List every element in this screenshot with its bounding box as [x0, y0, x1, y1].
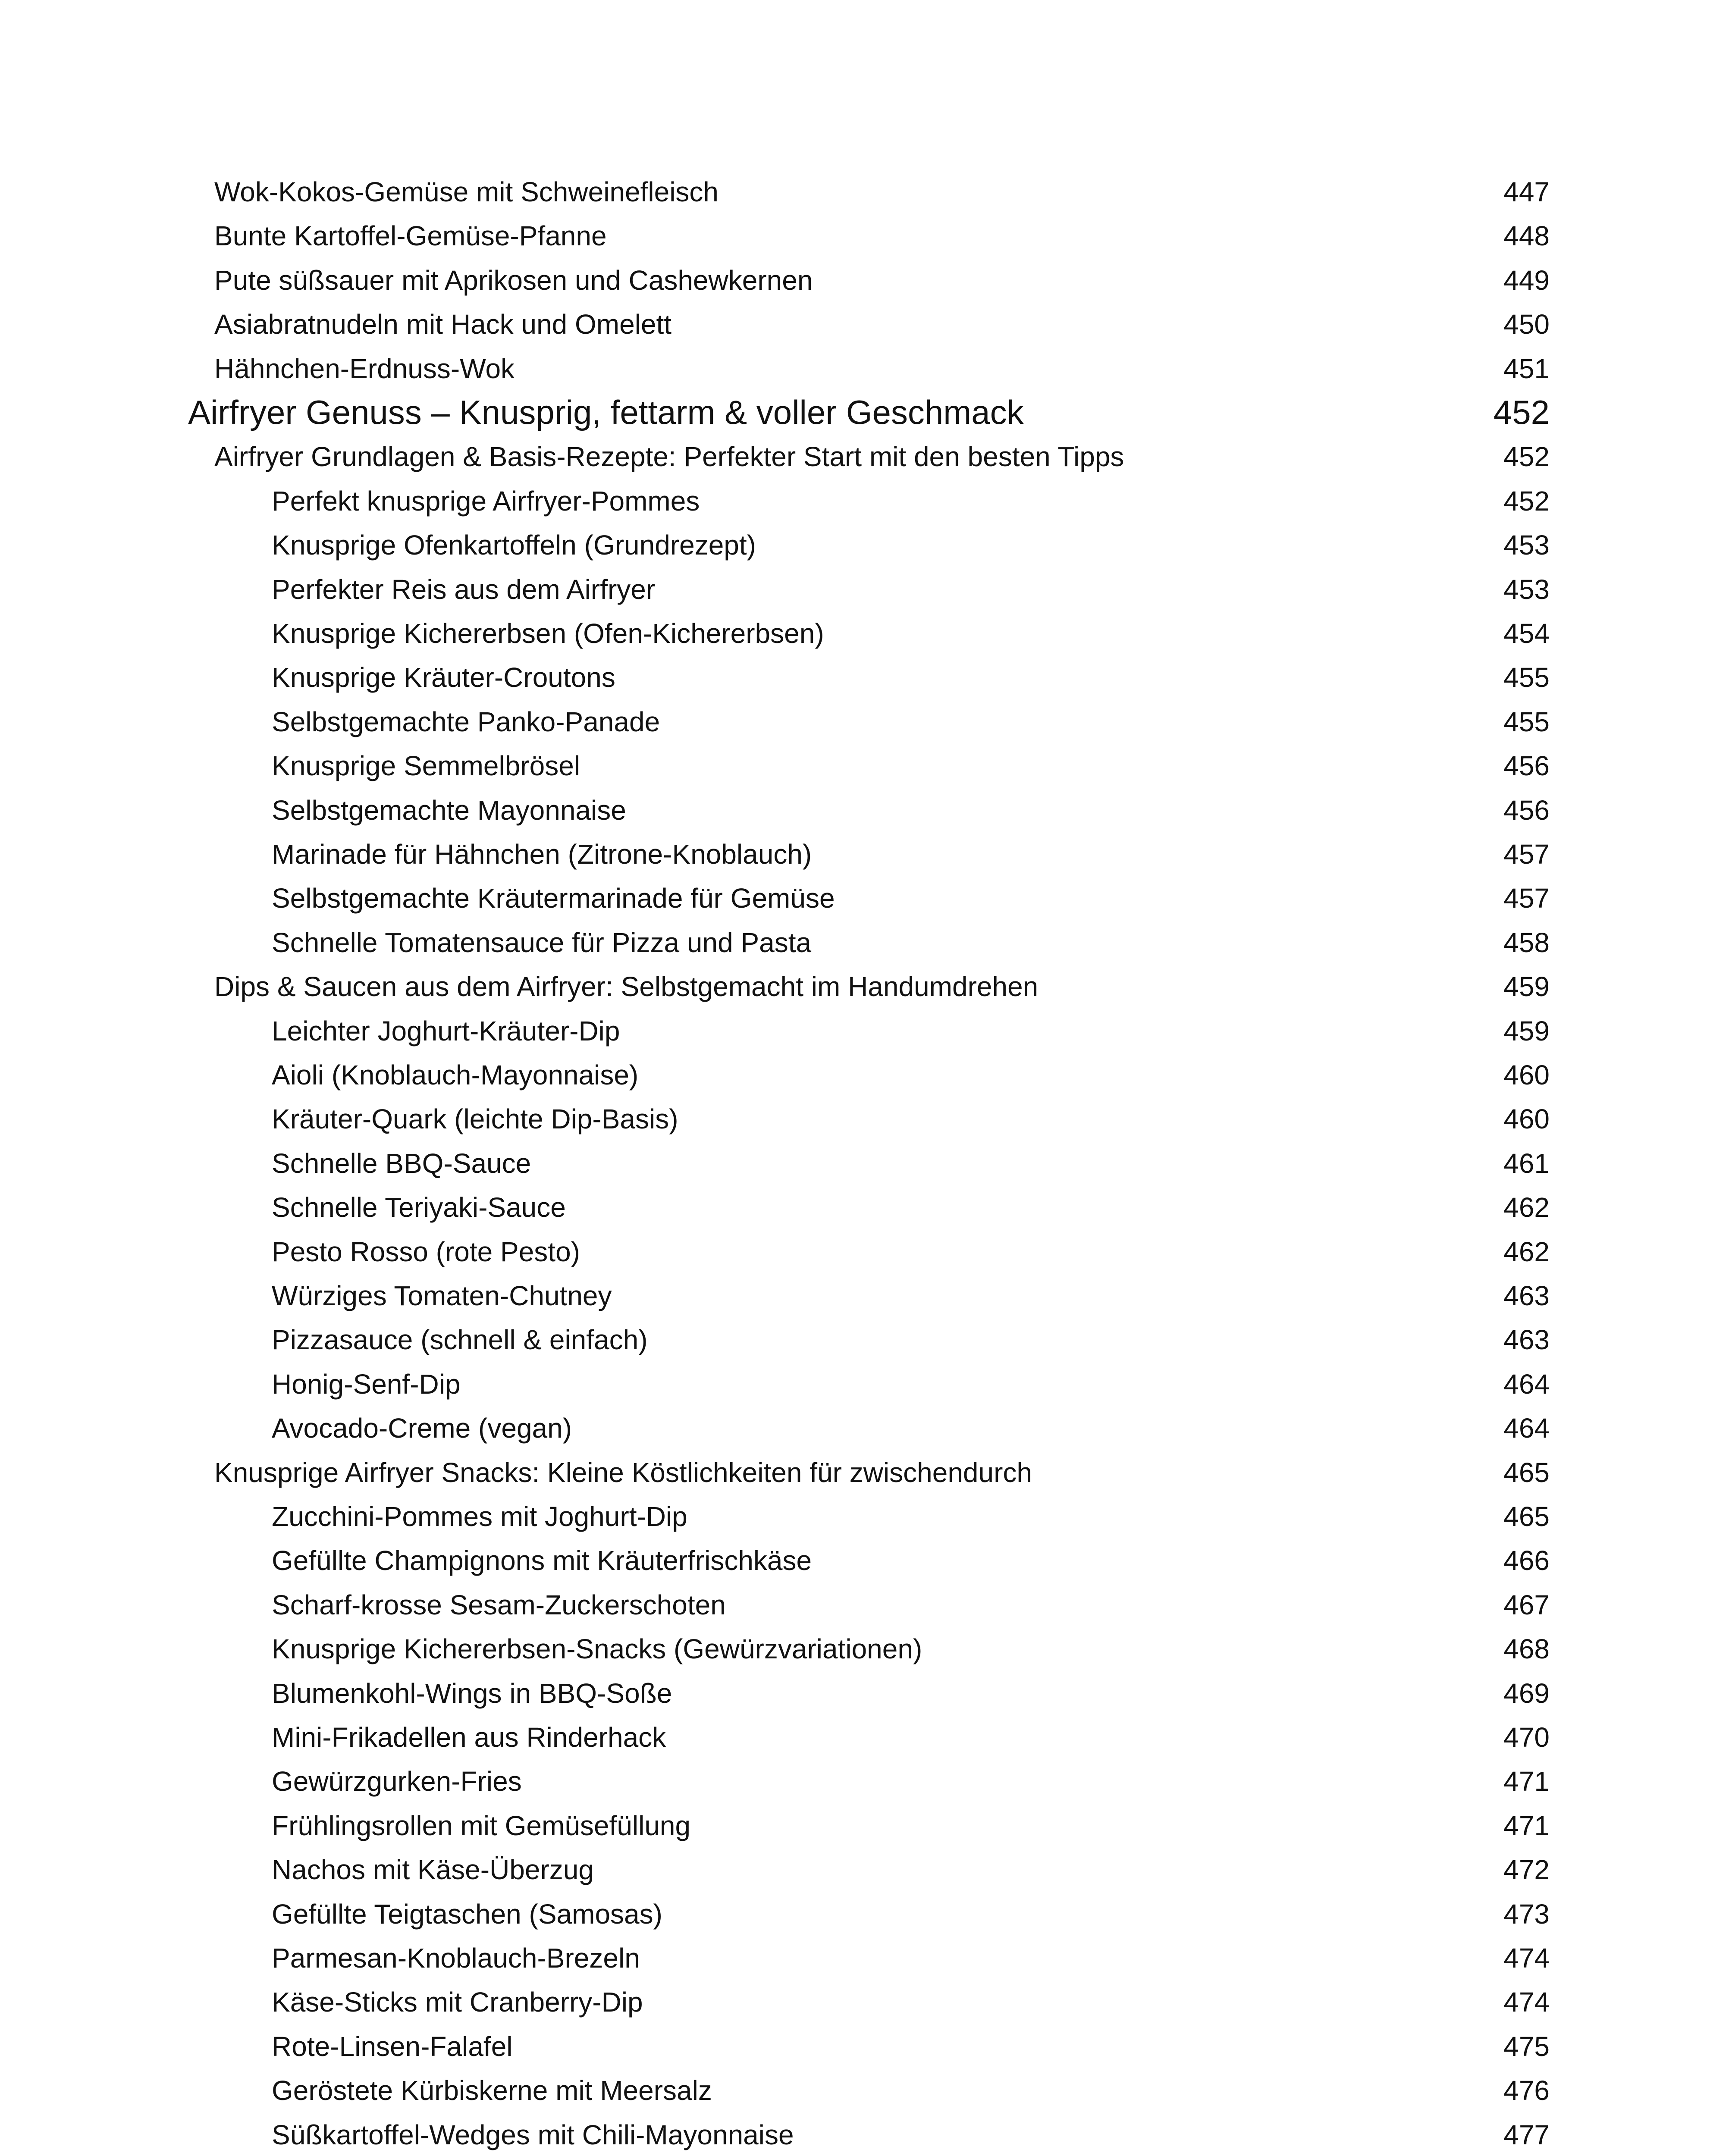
toc-entry-title: Perfekt knusprige Airfryer-Pommes	[272, 485, 700, 517]
toc-entry-page-number: 474	[1503, 1943, 1550, 1974]
toc-item	[0, 1326, 1732, 1369]
toc-entry-title: Avocado-Creme (vegan)	[272, 1413, 572, 1444]
toc-section	[0, 1459, 1732, 1502]
toc-item	[0, 1812, 1732, 1855]
toc-entry-page-number: 474	[1503, 1987, 1550, 2018]
toc-entry-page-number: 465	[1503, 1457, 1550, 1488]
toc-entry-title: Schnelle BBQ-Sauce	[272, 1147, 531, 1179]
toc-entry-title: Würziges Tomaten-Chutney	[272, 1280, 612, 1311]
toc-entry-page-number: 475	[1503, 2031, 1550, 2062]
toc-section	[0, 443, 1732, 486]
toc-entry-title: Nachos mit Käse-Überzug	[272, 1854, 594, 1886]
toc-entry-page-number: 452	[1503, 485, 1550, 517]
toc-entry-page-number: 466	[1503, 1545, 1550, 1576]
toc-entry-page-number: 458	[1503, 927, 1550, 958]
toc-entry-page-number: 462	[1503, 1192, 1550, 1223]
toc-entry-page-number: 455	[1503, 706, 1550, 737]
toc-item	[0, 531, 1732, 574]
toc-item	[0, 929, 1732, 972]
toc-item	[0, 1547, 1732, 1590]
toc-entry-title: Selbstgemachte Kräutermarinade für Gemüse	[272, 883, 835, 914]
toc-entry-title: Pute süßsauer mit Aprikosen und Cashewkernen	[214, 264, 813, 296]
toc-entry-page-number: 452	[1503, 441, 1550, 473]
toc-entry-page-number: 470	[1503, 1722, 1550, 1753]
toc-item	[0, 1105, 1732, 1148]
toc-entry-title: Knusprige Kräuter-Croutons	[272, 662, 615, 693]
toc-item	[0, 840, 1732, 884]
toc-entry-page-number: 464	[1503, 1413, 1550, 1444]
toc-entry-page-number: 460	[1503, 1059, 1550, 1091]
toc-item	[0, 884, 1732, 928]
toc-item	[0, 1282, 1732, 1325]
toc-entry-page-number: 476	[1503, 2075, 1550, 2106]
toc-entry-page-number: 453	[1503, 530, 1550, 561]
toc-item	[0, 620, 1732, 663]
toc-section	[0, 973, 1732, 1016]
toc-item	[0, 1194, 1732, 1237]
toc-entry-title: Aioli (Knoblauch-Mayonnaise)	[272, 1059, 639, 1091]
toc-entry-page-number: 471	[1503, 1810, 1550, 1841]
toc-entry-page-number: 453	[1503, 573, 1550, 605]
toc-entry-title: Schnelle Tomatensauce für Pizza und Pasta	[272, 927, 812, 958]
toc-entry-title: Gewürzgurken-Fries	[272, 1766, 522, 1797]
toc-entry-page-number: 459	[1503, 1015, 1550, 1047]
toc-item	[0, 1591, 1732, 1634]
toc-entry-page-number: 454	[1503, 618, 1550, 649]
toc-entry-title: Marinade für Hähnchen (Zitrone-Knoblauch)	[272, 839, 812, 870]
toc-section	[0, 310, 1732, 354]
toc-entry-page-number: 456	[1503, 794, 1550, 826]
toc-item	[0, 1503, 1732, 1546]
toc-entry-page-number: 463	[1503, 1324, 1550, 1356]
toc-entry-title: Leichter Joghurt-Kräuter-Dip	[272, 1015, 620, 1047]
toc-entry-title: Rote-Linsen-Falafel	[272, 2031, 513, 2062]
toc-entry-title: Knusprige Kichererbsen-Snacks (Gewürzvariationen)	[272, 1633, 922, 1665]
toc-entry-page-number: 449	[1503, 264, 1550, 296]
toc-section	[0, 266, 1732, 310]
toc-entry-page-number: 448	[1503, 220, 1550, 252]
toc-item	[0, 1767, 1732, 1811]
toc-entry-page-number: 452	[1493, 393, 1550, 431]
toc-item	[0, 1944, 1732, 1987]
toc-entry-title: Mini-Frikadellen aus Rinderhack	[272, 1722, 666, 1753]
toc-entry-title: Selbstgemachte Mayonnaise	[272, 794, 626, 826]
toc-entry-page-number: 461	[1503, 1147, 1550, 1179]
toc-entry-title: Kräuter-Quark (leichte Dip-Basis)	[272, 1103, 678, 1135]
toc-entry-title: Pesto Rosso (rote Pesto)	[272, 1236, 580, 1267]
toc-section	[0, 222, 1732, 265]
toc-item	[0, 1061, 1732, 1104]
toc-entry-title: Hähnchen-Erdnuss-Wok	[214, 353, 515, 384]
toc-entry-title: Perfekter Reis aus dem Airfryer	[272, 573, 656, 605]
toc-entry-title: Zucchini-Pommes mit Joghurt-Dip	[272, 1501, 687, 1532]
toc-entry-title: Parmesan-Knoblauch-Brezeln	[272, 1943, 640, 1974]
toc-item	[0, 1988, 1732, 2031]
toc-item	[0, 2033, 1732, 2076]
toc-entry-page-number: 459	[1503, 971, 1550, 1003]
toc-entry-title: Gefüllte Champignons mit Kräuterfrischkäse	[272, 1545, 812, 1576]
toc-entry-page-number: 460	[1503, 1103, 1550, 1135]
toc-entry-title: Knusprige Airfryer Snacks: Kleine Köstlichkeiten für zwischendurch	[214, 1457, 1032, 1488]
toc-entry-title: Gefüllte Teigtaschen (Samosas)	[272, 1898, 662, 1930]
toc-entry-title: Käse-Sticks mit Cranberry-Dip	[272, 1987, 643, 2018]
toc-entry-page-number: 451	[1503, 353, 1550, 384]
toc-item	[0, 487, 1732, 530]
toc-entry-title: Scharf-krosse Sesam-Zuckerschoten	[272, 1589, 726, 1620]
toc-item	[0, 1017, 1732, 1060]
toc-item	[0, 664, 1732, 707]
toc-entry-page-number: 467	[1503, 1589, 1550, 1620]
toc-item	[0, 2121, 1732, 2156]
toc-entry-title: Dips & Saucen aus dem Airfryer: Selbstgemacht im Handumdrehen	[214, 971, 1039, 1003]
toc-item	[0, 752, 1732, 795]
toc-entry-title: Süßkartoffel-Wedges mit Chili-Mayonnaise	[272, 2119, 794, 2150]
toc-entry-title: Schnelle Teriyaki-Sauce	[272, 1192, 566, 1223]
toc-entry-page-number: 463	[1503, 1280, 1550, 1311]
toc-entry-page-number: 473	[1503, 1898, 1550, 1930]
toc-entry-title: Wok-Kokos-Gemüse mit Schweinefleisch	[214, 176, 719, 207]
toc-entry-page-number: 471	[1503, 1766, 1550, 1797]
toc-item	[0, 1856, 1732, 1899]
toc-entry-page-number: 468	[1503, 1633, 1550, 1665]
toc-entry-page-number: 472	[1503, 1854, 1550, 1886]
toc-entry-page-number: 457	[1503, 883, 1550, 914]
toc-item	[0, 573, 1732, 619]
toc-item	[0, 1900, 1732, 1943]
toc-item	[0, 1370, 1732, 1413]
toc-section	[0, 355, 1732, 398]
toc-item	[0, 1147, 1732, 1193]
toc-item	[0, 796, 1732, 840]
toc-entry-page-number: 469	[1503, 1677, 1550, 1709]
toc-item	[0, 2077, 1732, 2120]
toc-entry-page-number: 465	[1503, 1501, 1550, 1532]
toc-entry-title: Selbstgemachte Panko-Panade	[272, 706, 660, 737]
toc-entry-title: Frühlingsrollen mit Gemüsefüllung	[272, 1810, 691, 1841]
toc-entry-title: Airfryer Grundlagen & Basis-Rezepte: Perfekter Start mit den besten Tipps	[214, 441, 1124, 473]
toc-item	[0, 1414, 1732, 1457]
toc-item	[0, 1677, 1732, 1723]
toc-item	[0, 1635, 1732, 1678]
toc-entry-page-number: 477	[1503, 2119, 1550, 2150]
toc-item	[0, 1238, 1732, 1281]
toc-entry-page-number: 457	[1503, 839, 1550, 870]
toc-entry-page-number: 462	[1503, 1236, 1550, 1267]
toc-item	[0, 1724, 1732, 1767]
toc-entry-page-number: 447	[1503, 176, 1550, 207]
toc-entry-title: Airfryer Genuss – Knusprig, fettarm & voller Geschmack	[188, 393, 1024, 431]
toc-entry-title: Bunte Kartoffel-Gemüse-Pfanne	[214, 220, 607, 252]
toc-entry-title: Pizzasauce (schnell & einfach)	[272, 1324, 648, 1356]
toc-entry-title: Honig-Senf-Dip	[272, 1368, 461, 1400]
toc-entry-title: Knusprige Kichererbsen (Ofen-Kichererbsen)	[272, 618, 824, 649]
toc-entry-title: Geröstete Kürbiskerne mit Meersalz	[272, 2075, 712, 2106]
toc-entry-title: Asiabratnudeln mit Hack und Omelett	[214, 309, 672, 340]
toc-entry-title: Blumenkohl-Wings in BBQ-Soße	[272, 1677, 672, 1709]
toc-entry-page-number: 455	[1503, 662, 1550, 693]
toc-chapter	[0, 395, 1732, 439]
toc-section	[0, 178, 1732, 221]
toc-entry-title: Knusprige Semmelbrösel	[272, 750, 580, 782]
toc-item	[0, 708, 1732, 751]
toc-entry-page-number: 464	[1503, 1368, 1550, 1400]
toc-entry-title: Knusprige Ofenkartoffeln (Grundrezept)	[272, 530, 756, 561]
toc-entry-page-number: 456	[1503, 750, 1550, 782]
toc-entry-page-number: 450	[1503, 309, 1550, 340]
